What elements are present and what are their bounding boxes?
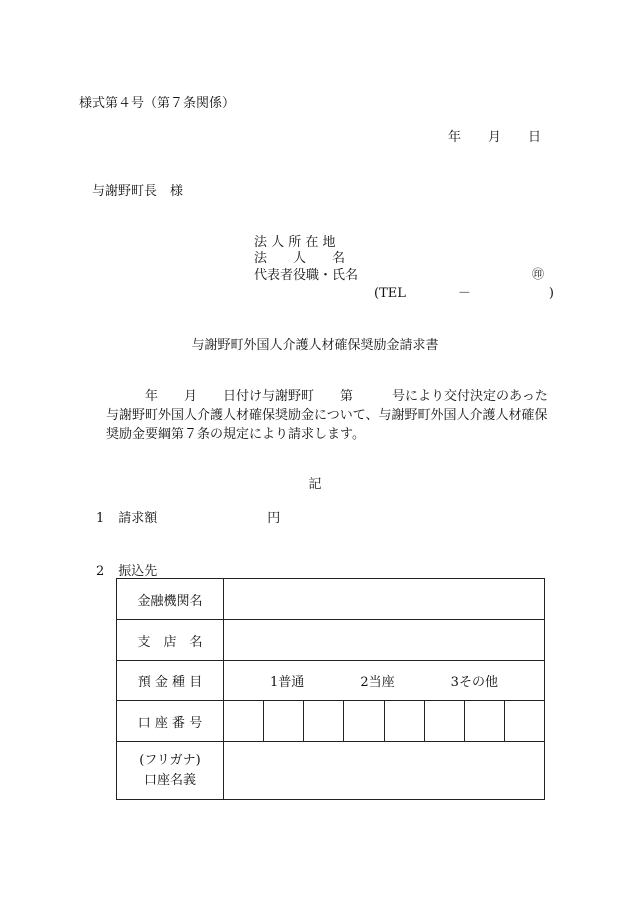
account-number-label: 口 座 番 号 xyxy=(117,701,224,742)
applicant-address-label: 法 人 所 在 地 xyxy=(254,235,336,250)
applicant-name-label: 法 人 名 xyxy=(254,251,346,266)
deposit-type-current[interactable]: 2当座 xyxy=(360,675,395,690)
institution-label: 金融機関名 xyxy=(117,579,224,620)
item1-unit: 円 xyxy=(267,511,281,526)
document-title: 与謝野町外国人介護人材確保奨励金請求書 xyxy=(191,338,439,353)
branch-label: 支 店 名 xyxy=(117,620,224,661)
account-digit-box[interactable] xyxy=(343,701,383,741)
seal-mark: ㊞ xyxy=(532,267,545,281)
account-digit-box[interactable] xyxy=(384,701,424,741)
account-holder-label xyxy=(117,742,224,800)
transfer-destination-row xyxy=(96,565,157,578)
account-digit-box[interactable] xyxy=(424,701,464,741)
claim-amount-row xyxy=(96,512,280,525)
institution-field[interactable] xyxy=(224,579,545,620)
addressee: 与謝野町長 様 xyxy=(92,184,184,199)
item1-number: 1 xyxy=(96,511,105,526)
item1-label: 請求額 xyxy=(118,511,158,526)
deposit-type-ordinary[interactable]: 1普通 xyxy=(270,675,305,690)
date-day: 日 xyxy=(528,130,542,145)
account-digit-box[interactable] xyxy=(224,701,263,741)
account-digit-box[interactable] xyxy=(263,701,303,741)
furigana-label: (フリガナ) xyxy=(139,752,201,768)
bank-info-table xyxy=(116,578,545,800)
ki-heading: 記 xyxy=(308,477,322,492)
holder-label: 口座名義 xyxy=(143,772,196,788)
deposit-type-other[interactable]: 3その他 xyxy=(450,675,498,690)
date-year: 年 xyxy=(448,130,462,145)
representative-label: 代表者役職・氏名 xyxy=(254,268,359,283)
account-digit-box[interactable] xyxy=(464,701,504,741)
item2-label: 振込先 xyxy=(118,564,158,579)
account-number-boxes xyxy=(224,701,545,742)
tel-field: (TEL － ) xyxy=(374,286,554,301)
date-line xyxy=(448,131,541,144)
account-digit-box[interactable] xyxy=(303,701,343,741)
branch-field[interactable] xyxy=(224,620,545,661)
form-number-label: 様式第４号（第７条関係） xyxy=(79,96,236,111)
account-digit-box[interactable] xyxy=(504,701,544,741)
item2-number: 2 xyxy=(96,564,105,579)
account-holder-field[interactable] xyxy=(224,742,545,800)
deposit-type-options xyxy=(224,661,545,701)
request-body-text: 年 月 日付け与謝野町 第 号により交付決定のあった与謝野町外国人介護人材確保奨励金について、与謝野町外国人介護人材確保奨励金要綱第７条の規定により請求します。 xyxy=(106,389,548,442)
deposit-type-label: 預 金 種 目 xyxy=(117,661,224,701)
date-month: 月 xyxy=(488,130,502,145)
